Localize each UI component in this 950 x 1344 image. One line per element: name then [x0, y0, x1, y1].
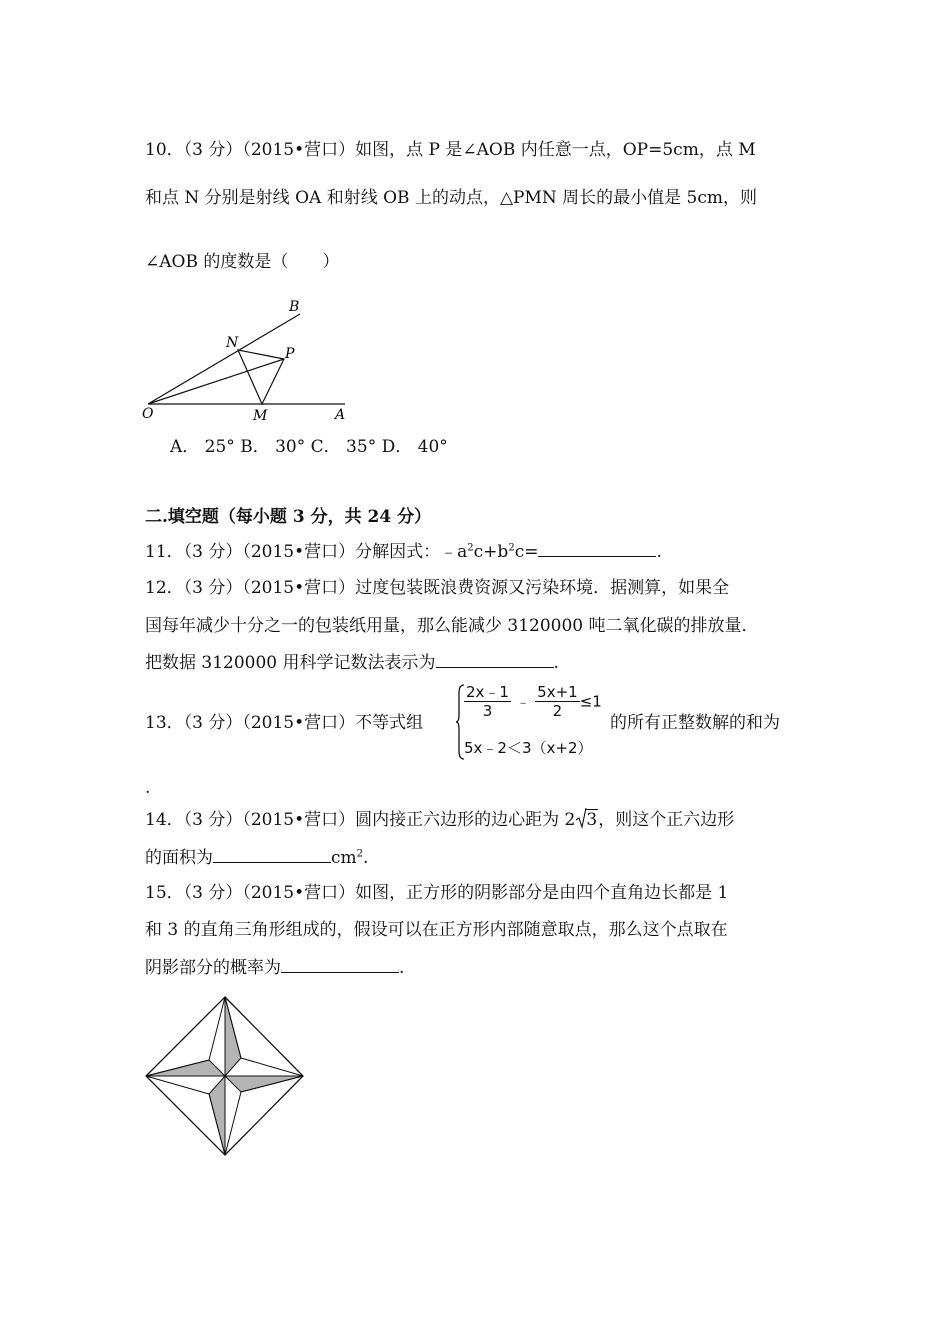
- q14-suffix: ，则这个正六边形: [598, 810, 735, 830]
- q14-unit-exp: 2: [356, 848, 364, 860]
- q11-exp1: 2: [467, 542, 474, 554]
- q15-end: .: [399, 958, 405, 978]
- shaded-triangle-bottom: [209, 1076, 225, 1155]
- fraction-2-numerator: 5x+1: [537, 683, 578, 701]
- label-o: O: [142, 406, 154, 422]
- inner-edge-4: [209, 997, 225, 1060]
- q14-answer-blank[interactable]: [213, 846, 331, 863]
- ray-ob: [148, 314, 300, 404]
- q14-line-1: [145, 808, 734, 832]
- fraction-2: [535, 683, 580, 720]
- q14-line-2: [145, 846, 368, 870]
- q15-line-2: 和 3 的直角三角形组成的，假设可以在正方形内部随意取点，那么这个点取在: [145, 920, 728, 940]
- fraction-2-denominator: 2: [552, 702, 563, 720]
- q15-answer-blank[interactable]: [281, 956, 399, 973]
- q11-exp2: 2: [508, 542, 515, 554]
- q12-line-2: 国每年减少十分之一的包装纸用量，那么能减少 3120000 吨二氧化碳的排放量．: [145, 616, 759, 636]
- q13-end: .: [145, 778, 151, 798]
- q11-suffix: c=: [514, 542, 539, 562]
- q11-mid: c+b: [473, 542, 509, 562]
- q12-line-3-text: 把数据 3120000 用科学记数法表示为: [145, 653, 436, 673]
- q10-angle-figure: [140, 292, 355, 427]
- q11-answer-blank[interactable]: [538, 540, 656, 557]
- radical-sign: [575, 806, 587, 830]
- q15-square-figure: [140, 990, 312, 1162]
- shaded-triangle-right: [225, 1076, 303, 1092]
- q15-line-3: [145, 956, 404, 980]
- sqrt-radicand: 3: [586, 810, 598, 830]
- label-m: M: [253, 408, 268, 424]
- sqrt-expression: [575, 808, 598, 832]
- fraction-1: [464, 683, 511, 720]
- q14-end: .: [363, 848, 369, 868]
- q15-line-1: 15．（3 分）（2015•营口）如图，正方形的阴影部分是由四个直角边长都是 1: [145, 883, 729, 903]
- q10-line-3: ∠AOB 的度数是（ ）: [145, 252, 340, 272]
- inner-edge-2: [225, 1092, 241, 1155]
- q10-options: A． 25° B． 30° C． 35° D． 40°: [170, 437, 448, 457]
- inequality-2: 5x﹣2＜3（x+2）: [464, 739, 593, 757]
- inequality-1: [464, 683, 602, 720]
- minus-sign: ﹣: [516, 694, 531, 711]
- label-n: N: [226, 335, 239, 351]
- inequality-system: [456, 683, 616, 761]
- q11-prefix: 11．（3 分）（2015•营口）分解因式：﹣a: [145, 542, 468, 562]
- q14-prefix: 14．（3 分）（2015•营口）圆内接正六边形的边心距为 2: [145, 810, 576, 830]
- q13-prefix: 13．（3 分）（2015•营口）不等式组: [145, 713, 424, 733]
- label-p: P: [285, 346, 295, 362]
- triangle-pmn: [238, 350, 284, 404]
- q14-unit: cm: [331, 848, 357, 868]
- q12-answer-blank[interactable]: [436, 651, 554, 668]
- q12-line-3: [145, 651, 559, 675]
- q15-line-3-text: 阴影部分的概率为: [145, 958, 281, 978]
- q11: [145, 540, 662, 564]
- segment-op: [148, 359, 284, 404]
- label-b: B: [289, 299, 300, 315]
- fraction-1-denominator: 3: [482, 702, 493, 720]
- section-heading: 二.填空题（每小题 3 分，共 24 分）: [145, 507, 432, 527]
- q12-end: .: [553, 653, 559, 673]
- q12-line-1: 12．（3 分）（2015•营口）过度包装既浪费资源又污染环境．据测算，如果全: [145, 578, 730, 598]
- q14-line-2-text: 的面积为: [145, 848, 213, 868]
- shaded-triangle-left: [146, 1060, 225, 1076]
- fraction-1-numerator: 2x﹣1: [466, 683, 509, 701]
- q10-line-2: 和点 N 分别是射线 OA 和射线 OB 上的动点，△PMN 周长的最小值是 5cm，则: [145, 188, 757, 208]
- q13-suffix: 的所有正整数解的和为: [610, 713, 780, 733]
- label-a: A: [335, 407, 346, 423]
- inequality-1-rhs: ≤1: [579, 692, 602, 711]
- shaded-triangle-top: [225, 997, 241, 1076]
- q10-line-1: 10．（3 分）（2015•营口）如图，点 P 是∠AOB 内任意一点，OP=5cm，点 M: [145, 140, 756, 160]
- q11-end: .: [656, 542, 662, 562]
